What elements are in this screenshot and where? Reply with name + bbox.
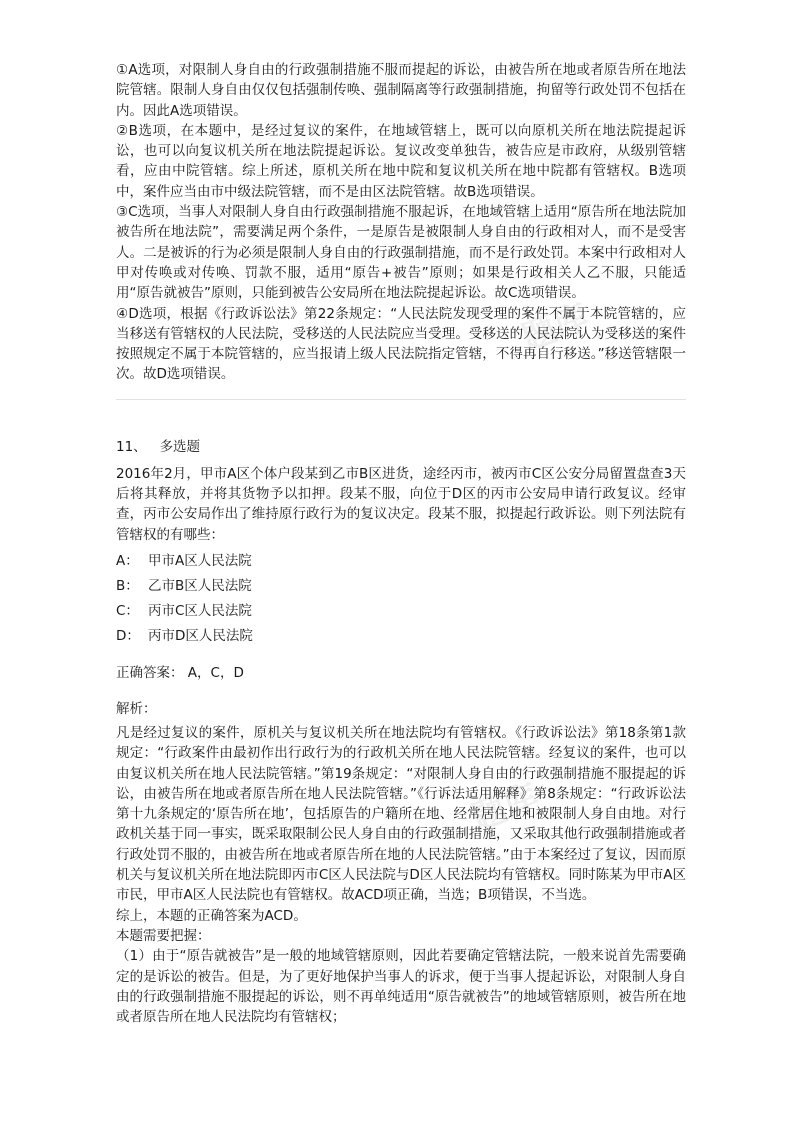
analysis-text: 凡是经过复议的案件，原机关与复议机关所在地法院均有管辖权。《行政诉讼法》第18条第1款规定：“行政案件由最初作出行政行为的行政机关所在地人民法院管辖。经复议的案件，也可以由复议机关所在地人民法院管辖。”第19条规定：“对限制人身自由的行政强制措施不服提起的诉讼，由被告所在地或者原告所在地人民法院管辖。”《行诉法适用解释》第8条规定：“行政诉讼法第十九条规定的‘原告所在地’，包括原告的户籍所在地、经常居住地和被限制人身自由地。对行政机关基于同一事实，既采取限制公民人身自由的行政强制措施，又采取其他行政强制措施或者行政处罚不服的，由被告所在地或者原告所在地的人民法院管辖。”由于本案经过了复议，因而原机关与复议机关所在地法院即丙市C区人民法院与D区人民法院均有管辖权。同时陈某为甲市A区市民，甲市A区人民法院也有管辖权。故ACD项正确，当选；B项错误，不当选。 — [116, 724, 686, 904]
watermark: 题库 — [516, 296, 595, 360]
option-label: A： — [116, 552, 139, 569]
question-number: 11、 — [116, 438, 147, 455]
question-stem: 2016年2月，甲市A区个体户段某到乙市B区进货，途经丙市，被丙市C区公安分局留置盘查3天后将其释放，并将其货物予以扣押。段某不服，向位于D区的丙市公安局申请行政复议。经审查，丙市公安局作出了维持原行政行为的复议决定。段某不服，拟提起行政诉讼。则下列法院有管辖权的有哪些： — [116, 465, 686, 543]
grasp-point: （1）由于“原告就被告”是一般的地域管辖原则，因此若要确定管辖法院，一般来说首先需要确定的是诉讼的被告。但是，为了更好地保护当事人的诉求，便于当事人提起诉讼，对限制人身自由的行政强制措施不服提起的诉讼，则不再单纯适用“原告就被告”的地域管辖原则，被告所在地或者原告所在地人民法院均有管辖权； — [116, 948, 686, 1026]
option-text: 丙市C区人民法院 — [148, 602, 252, 619]
answer-value: A，C，D — [187, 664, 244, 681]
question-type: 多选题 — [159, 438, 201, 455]
grasp-label: 本题需要把握： — [116, 927, 211, 944]
option-a — [116, 551, 686, 571]
divider — [116, 399, 686, 400]
option-label: C： — [116, 602, 139, 619]
explanation-d: ④D选项，根据《行政诉讼法》第22条规定：“人民法院发现受理的案件不属于本院管辖的，应当移送有管辖权的人民法院，受移送的人民法院应当受理。受移送的人民法院认为受移送的案件按照规定不属于本院管辖的，应当报请上级人民法院指定管辖，不得再自行移送。”移送管辖限一次。故D选项错误。 — [116, 305, 686, 383]
option-c — [116, 601, 686, 621]
explanation-c: ③C选项，当事人对限制人身自由行政强制措施不服起诉，在地域管辖上适用“原告所在地法院加被告所在地法院”，需要满足两个条件，一是原告是被限制人身自由的行政相对人，而不是受害人。二是被诉的行为必须是限制人身自由的行政强制措施，而不是行政处罚。本案中行政相对人甲对传唤或对传唤、罚款不服，适用“原告+被告”原则；如果是行政相关人乙不服，只能适用“原告就被告”原则，只能到被告公安局所在地法院提起诉讼。故C选项错误。 — [116, 204, 686, 302]
watermark: 题库 — [466, 776, 545, 840]
answer-label: 正确答案： — [116, 664, 184, 681]
explanation-b: ②B选项，在本题中，是经过复议的案件，在地域管辖上，既可以向原机关所在地法院提起诉讼，也可以向复议机关所在地法院提起诉讼。复议改变单独告，被告应是市政府，从级别管辖看，应由中院管辖。综上所述，原机关所在地中院和复议机关所在地中院都有管辖权。B选项中，案件应当由市中级法院管辖，而不是由区法院管辖。故B选项错误。 — [116, 122, 686, 200]
explanation-a: ①A选项，对限制人身自由的行政强制措施不服而提起的诉讼，由被告所在地或者原告所在地法院管辖。限制人身自由仅仅包括强制传唤、强制隔离等行政强制措施，拘留等行政处罚不包括在内。因此A选项错误。 — [116, 62, 686, 119]
option-label: D： — [116, 627, 140, 644]
correct-answer — [116, 663, 686, 683]
option-b — [116, 576, 686, 596]
option-text: 丙市D区人民法院 — [148, 627, 253, 644]
analysis-label: 解析： — [116, 700, 157, 717]
question-header — [116, 437, 686, 457]
option-text: 甲市A区人民法院 — [148, 552, 252, 569]
answer-summary: 综上，本题的正确答案为ACD。 — [116, 907, 307, 924]
option-d — [116, 626, 686, 646]
document-page — [116, 60, 686, 1027]
option-label: B： — [116, 577, 139, 594]
option-text: 乙市B区人民法院 — [148, 577, 252, 594]
